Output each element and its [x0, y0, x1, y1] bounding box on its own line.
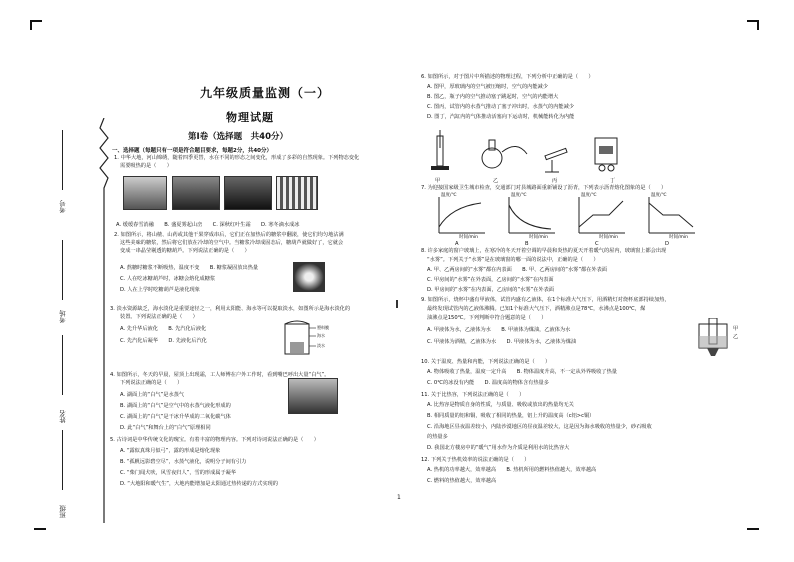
q10-stem: 10. 关于温度、热量和内能，下列说法正确的是（ ） [421, 359, 551, 365]
q7-graph-d [649, 197, 695, 233]
q2-image [293, 262, 325, 292]
q11-option-d: D. 我国北方楼房中的“暖气”用水作为介质是利用水的比热容大 [427, 445, 570, 451]
q3-fig-label: 海水 [317, 333, 325, 338]
q7-xlabel: 时间/min [669, 235, 689, 240]
q7-caption: D [665, 241, 669, 247]
q6-stem: 6. 如图所示，对于图片中所描述的物理过程，下列分析中正确的是（ ） [421, 74, 594, 80]
q6-figures [427, 130, 627, 178]
q6-caption: 丁 [610, 178, 616, 184]
q11-option-c-2: 的热量多 [427, 434, 448, 440]
q7-caption: B [525, 241, 529, 247]
crop-mark [30, 20, 32, 30]
q10-option-ab: A. 物体吸收了热量，温度一定升高 B. 物体温度升高，不一定从外界吸收了热量 [427, 369, 617, 375]
q7-xlabel: 时间/min [599, 235, 619, 240]
q1-image-a [123, 176, 167, 210]
q9-fig-label: 乙 [733, 334, 739, 340]
room-line [62, 240, 63, 300]
q8-option-c: C. 甲房间的“水雾”在外表面，乙房间的“水雾”在内表面 [427, 277, 554, 283]
q4-image [288, 378, 338, 414]
q6-option-a: A. 图甲，厚玻璃内的空气被压缩时，空气的内能减少 [427, 84, 548, 90]
q4-stem: 4. 如图所示，冬天的早晨，屋顶上出现霜，工人师傅在户外工作时，看到嘴巴呼出大量“白气”。 [110, 372, 330, 378]
crop-mark [757, 20, 759, 30]
q9-stem-3: 油沸点是150℃。下列判断中符合题意的是（ ） [427, 315, 547, 321]
q4-option-d: D. 此“白气”和舞台上的“白气”原理相同 [120, 425, 211, 431]
q2-option-c: C. 人在吃冰糖葫芦时，冰糖会熔化成糖浆 [120, 276, 216, 282]
q4-stem-2: 下列说法正确的是（ ） [120, 380, 183, 386]
q2-stem: 2. 如图所示，将山楂、山药或其他干果穿成串后，它们正在加热后的糖浆中翻滚，使它们均匀地沾满 [114, 232, 344, 238]
q11-option-c: C. 沿海地区昼夜温差较小，内陆沙漠地区的昼夜温差较大，这是因为海水吸收的热量少，砂石吸收 [427, 424, 652, 430]
q11-stem: 11. 关于比热容，下列说法正确的是（ ） [421, 392, 525, 398]
q3-fig-label: 淡水 [317, 343, 325, 348]
q10-option-cd: C. 0℃的冰没有内能 D. 温度高的物体含有热量多 [427, 380, 549, 386]
q7-stem: 7. 为迎接国家级卫生城市检查，交通部门对县城路面重新铺设了沥青，下列表示沥青熔化图象的是（ ） [421, 185, 667, 191]
q6-caption: 乙 [493, 178, 499, 184]
q8-option-d: D. 甲房间的“水雾”在内表面，乙房间的“水雾”在外表面 [427, 287, 554, 293]
q3-option-cd: C. 先汽化后凝华 D. 先液化后汽化 [120, 338, 207, 344]
q3-fig-label: 塑料膜 [317, 325, 329, 330]
q11-option-a: A. 比热容是物质自身的性质，与质量、吸收或放出的热量均无关 [427, 402, 574, 408]
q5-option-d: D. “大地阳和暖气生”，大地内能增加是太阳通过热传递的方式实现的 [120, 481, 278, 487]
page-number: 1 [397, 494, 401, 501]
q7-ylabel: 温度/℃ [581, 193, 597, 198]
q1-image-b [172, 176, 220, 210]
q9-option-ab: A. 甲液体为水，乙液体为水 B. 甲液体为煤油，乙液体为水 [427, 327, 571, 333]
q7-graph-a [439, 197, 485, 233]
q7-graph-c [579, 197, 625, 233]
q6-option-b: B. 图乙，瓶子内的空气推动塞子跳起时，空气的内能增大 [427, 94, 559, 100]
q9-stem-2: 最终发现试管内的乙液体沸腾。已知1个标准大气压下，酒精沸点是78℃，水沸点是100℃，煤 [427, 306, 646, 312]
q7-graph-b [509, 197, 555, 233]
q6-option-d: D. 图丁，汽缸内的气体推动活塞向下运动时，机械能转化为内能 [427, 114, 575, 120]
class-line [62, 430, 63, 490]
q7-caption: A [455, 241, 459, 247]
class-label: 班级 [59, 505, 67, 518]
right-page [397, 0, 794, 562]
q2-stem-2: 这些美味的糖浆，然后将它们放在冷却的空气中。当糖浆冷却成固态后，糖葫芦就做好了，它就会 [120, 240, 344, 246]
room-label: 考场 [59, 310, 67, 323]
q3-stem-2: 装置。下列说法正确的是（ ） [120, 314, 198, 320]
q12-stem: 12. 下列关于热机效率的说法正确的是（ ） [421, 457, 530, 463]
q4-option-c: C. 湖面上的“白气”是干冰升华成的二氧化碳气体 [120, 414, 231, 420]
q4-option-b: B. 湖面上的“白气”是空气中的水蒸气液化形成的 [120, 403, 231, 409]
q8-option-ab: A. 甲、乙两房间的“水雾”都在内表面 B. 甲、乙两房间的“水雾”都在外表面 [427, 267, 607, 273]
subject-title: 物理试题 [226, 111, 274, 124]
q9-fig-label: 甲 [733, 326, 739, 332]
q1-image-d [276, 176, 318, 210]
name-line [62, 335, 63, 395]
section-heading: 一、选择题（每题只有一项是符合题目要求，每题2分，共40分） [112, 148, 272, 154]
q7-ylabel: 温度/℃ [441, 193, 457, 198]
part-title: 第Ⅰ卷（选择题 共40分） [188, 132, 288, 142]
q2-option-ab: A. 熬糖时糖浆不断吸热，温度不变 B. 糖浆凝固放出热量 [120, 265, 259, 271]
q5-option-a: A. “露似真珠月似弓”，露的形成是熔化现象 [120, 448, 221, 454]
q2-option-d: D. 人在上学时吃糖葫芦是液化现象 [120, 287, 200, 293]
q5-option-b: B. “孤帆远影碧空尽”，水蒸气液化，说明分子间有引力 [120, 459, 247, 465]
q7-caption: C [595, 241, 599, 247]
q12-option-c: C. 燃料的热值越大，效率越高 [427, 478, 497, 484]
q7-xlabel: 时间/min [459, 235, 479, 240]
q1-stem-2: 需要吸热的是（ ） [120, 163, 172, 169]
q11-option-b: B. 相同质量的铝和铜，吸收了相同的热量，铝上升的温度高（c铝>c铜） [427, 413, 595, 419]
q1-stem: 1. 中华大地，河山锦绣，随着四季更替，水在不同的形态之间变化，形成了多彩的自然现象。下列物态变化 [114, 155, 360, 161]
q5-option-c: C. “柴门闻犬吠，风雪夜归人”，雪的形成属于凝华 [120, 470, 237, 476]
crop-mark [747, 528, 759, 530]
q8-stem-2: “水雾”。下列关于“水雾”是在玻璃窗的哪一面的说法中，正确的是（ ） [427, 257, 599, 263]
q8-stem: 8. 许多家庭的窗户玻璃上，在寒冷的冬天开着空调的早晨和炎热的夏天开着暖气的屋内，玻璃窗上都会出现 [421, 248, 667, 254]
seal-line [98, 118, 110, 528]
q6-option-c: C. 图丙，试管内的水蒸气推动了塞子冲出时，水蒸气的内能减少 [427, 104, 574, 110]
crop-mark [34, 528, 46, 530]
exam-title: 九年级质量监测（一） [200, 86, 331, 100]
q6-caption: 甲 [435, 178, 441, 184]
q7-ylabel: 温度/℃ [511, 193, 527, 198]
exam-no-line [62, 130, 63, 190]
q3-option-ab: A. 先升华后液化 B. 先汽化后液化 [120, 326, 207, 332]
q1-image-c [224, 176, 272, 210]
q1-options: A. 缓缓春雪消融 B. 盛夏雾起山峦 C. 深秋红叶生霜 D. 寒冬滴水成冰 [116, 222, 300, 228]
q7-ylabel: 温度/℃ [651, 193, 667, 198]
q5-stem: 5. 古诗词是中华传统文化的瑰宝。有着丰富的物理内容。下列对诗词说法正确的是（ ） [110, 437, 319, 443]
q4-option-a: A. 湖面上的“白气”是水蒸气 [120, 392, 185, 398]
q9-option-cd: C. 甲液体为酒精，乙液体为水 D. 甲液体为水，乙液体为煤油 [427, 339, 577, 345]
q12-option-ab: A. 热机的功率越大，效率越高 B. 热机所用的燃料热值越大，效率越高 [427, 467, 597, 473]
q3-stem: 3. 淡水资源缺乏，海水淡化是重要途径之一，利用太阳能、海水等可以提取淡水，如图所示是海水淡化的 [110, 306, 351, 312]
q9-stem: 9. 如图所示，烧杯中盛有甲液体，试管内盛有乙液体，在1个标准大气压下，用酒精灯对烧杯底部持续加热， [421, 297, 670, 303]
q7-xlabel: 时间/min [529, 235, 549, 240]
q2-stem-3: 变成一串晶莹剔透的糖葫芦。下列说法正确的是（ ） [120, 248, 250, 254]
name-label: 姓名 [59, 410, 67, 423]
exam-no-label: 考号 [59, 200, 67, 213]
q6-caption: 丙 [552, 178, 558, 184]
